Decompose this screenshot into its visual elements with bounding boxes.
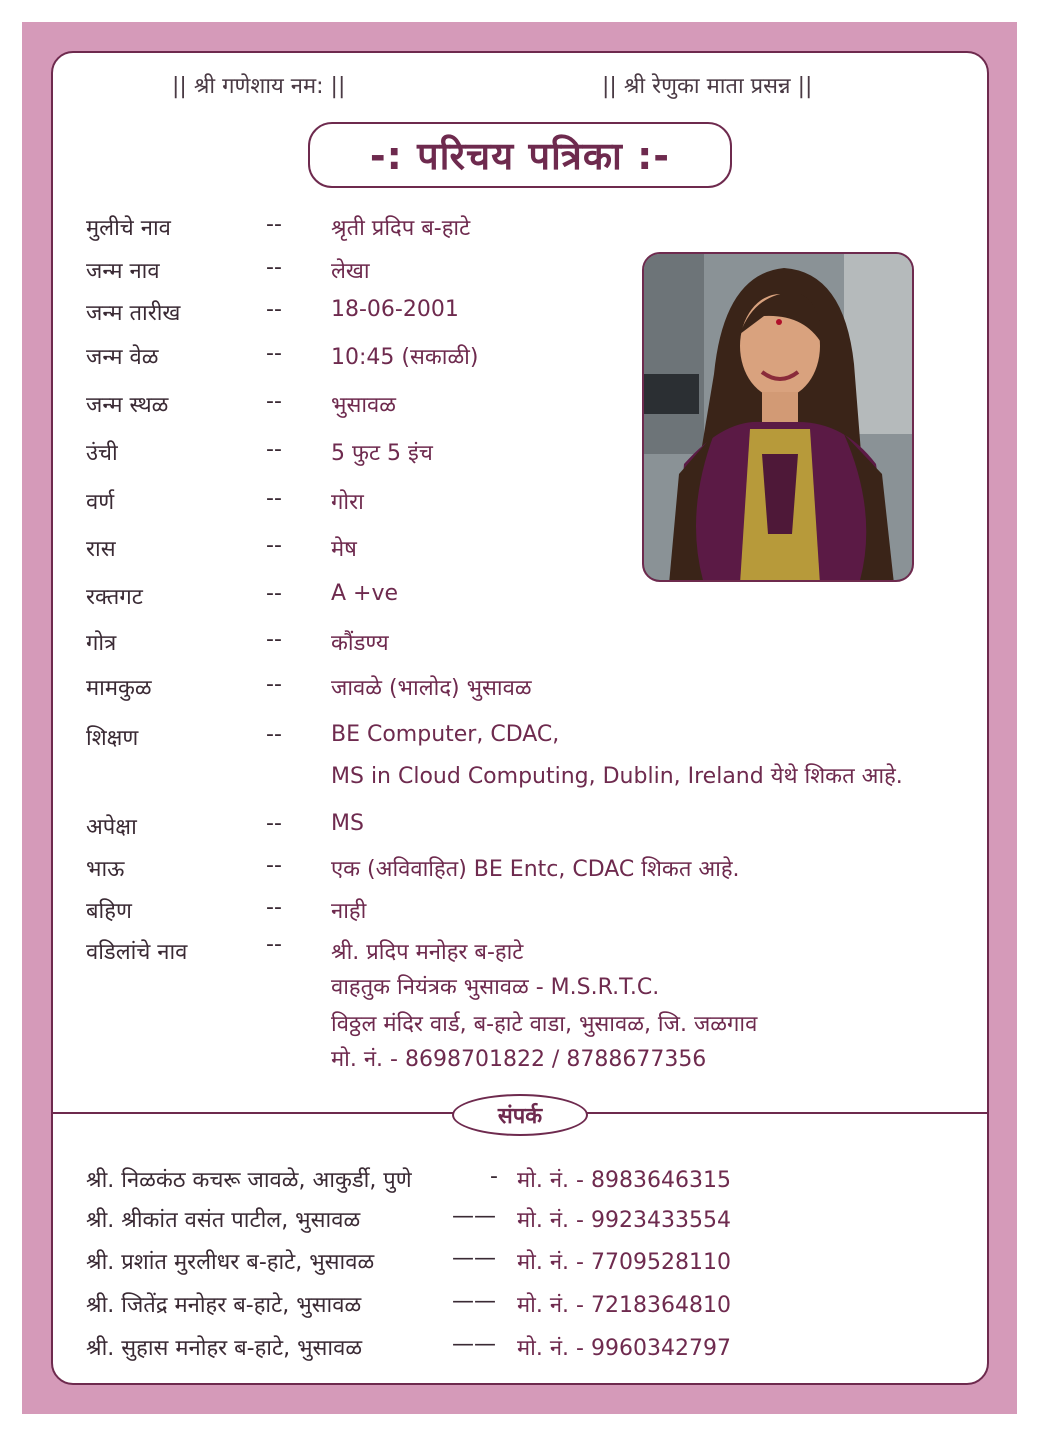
contact-separator: —— (452, 1289, 496, 1314)
value-father-name: श्री. प्रदिप मनोहर ब-हाटे (331, 940, 524, 965)
contact-name: श्री. निळकंठ कचरू जावळे, आकुर्डी, पुणे (86, 1168, 412, 1193)
separator: -- (266, 486, 282, 511)
contact-phone: मो. नं. - 8983646315 (517, 1168, 731, 1193)
separator: -- (266, 932, 282, 957)
value-height: 5 फुट 5 इंच (331, 441, 433, 466)
value-birth-name: लेखा (331, 259, 370, 284)
label-birth-name: जन्म नाव (86, 259, 160, 284)
label-birth-date: जन्म तारीख (86, 301, 181, 326)
label-zodiac: रास (86, 537, 116, 562)
separator: -- (266, 581, 282, 606)
separator: -- (266, 437, 282, 462)
invocation-renuka: || श्री रेणुका माता प्रसन्न || (602, 74, 813, 99)
value-sister: नाही (331, 899, 367, 924)
label-birth-time: जन्म वेळ (86, 345, 159, 370)
profile-photo (642, 252, 914, 582)
value-zodiac: मेष (331, 537, 357, 562)
value-birth-place: भुसावळ (331, 393, 396, 418)
value-girl-name: श्रृती प्रदिप ब-हाटे (331, 216, 471, 241)
contact-heading: संपर्क (497, 1104, 543, 1129)
contact-name: श्री. जितेंद्र मनोहर ब-हाटे, भुसावळ (86, 1293, 362, 1318)
contact-name: श्री. श्रीकांत वसंत पाटील, भुसावळ (86, 1208, 361, 1233)
contact-heading-oval (452, 1094, 588, 1136)
separator: -- (266, 853, 282, 878)
label-blood-group: रक्तगट (86, 585, 143, 610)
label-gotra: गोत्र (86, 631, 117, 656)
separator: -- (266, 389, 282, 414)
label-expectation: अपेक्षा (86, 815, 137, 840)
value-father-phone: मो. नं. - 8698701822 / 8788677356 (331, 1047, 707, 1072)
separator: -- (266, 895, 282, 920)
separator: -- (266, 297, 282, 322)
contact-name: श्री. सुहास मनोहर ब-हाटे, भुसावळ (86, 1336, 363, 1361)
contact-separator: —— (452, 1332, 496, 1357)
portrait-illustration (644, 254, 914, 582)
invocation-ganesh: || श्री गणेशाय नम: || (172, 74, 346, 99)
value-brother: एक (अविवाहित) BE Entc, CDAC शिकत आहे. (331, 857, 740, 882)
separator: -- (266, 722, 282, 747)
value-expectation: MS (331, 811, 364, 836)
separator: -- (266, 627, 282, 652)
contact-separator: —— (452, 1204, 496, 1229)
value-education-line1: BE Computer, CDAC, (331, 722, 560, 747)
label-birth-place: जन्म स्थळ (86, 393, 169, 418)
separator: -- (266, 341, 282, 366)
separator: -- (266, 811, 282, 836)
label-height: उंची (86, 441, 118, 466)
label-maternal-family: मामकुळ (86, 676, 152, 701)
contact-separator: - (490, 1164, 498, 1189)
label-education: शिक्षण (86, 726, 139, 751)
page-title: -: परिचय पत्रिका :- (369, 134, 671, 178)
separator: -- (266, 672, 282, 697)
contact-phone: मो. नं. - 9923433554 (517, 1208, 731, 1233)
separator: -- (266, 255, 282, 280)
label-sister: बहिण (86, 899, 132, 924)
title-box (308, 122, 732, 188)
value-father-occupation: वाहतुक नियंत्रक भुसावळ - M.S.R.T.C. (331, 975, 660, 1000)
contact-phone: मो. नं. - 9960342797 (517, 1336, 731, 1361)
contact-separator: —— (452, 1246, 496, 1271)
label-father-name: वडिलांचे नाव (86, 940, 188, 965)
value-birth-time: 10:45 (सकाळी) (331, 345, 479, 370)
contact-name: श्री. प्रशांत मुरलीधर ब-हाटे, भुसावळ (86, 1250, 375, 1275)
value-birth-date: 18-06-2001 (331, 297, 459, 322)
value-maternal-family: जावळे (भालोद) भुसावळ (331, 676, 532, 701)
label-girl-name: मुलीचे नाव (86, 216, 171, 241)
value-father-address: विठ्ठल मंदिर वार्ड, ब-हाटे वाडा, भुसावळ, जि. जळगाव (331, 1012, 758, 1037)
label-complexion: वर्ण (86, 490, 115, 515)
contact-phone: मो. नं. - 7709528110 (517, 1250, 731, 1275)
value-education-line2: MS in Cloud Computing, Dublin, Ireland येथे शिकत आहे. (331, 764, 903, 789)
separator: -- (266, 212, 282, 237)
label-brother: भाऊ (86, 857, 125, 882)
value-complexion: गोरा (331, 490, 364, 515)
value-blood-group: A +ve (331, 581, 399, 606)
contact-phone: मो. नं. - 7218364810 (517, 1293, 731, 1318)
value-gotra: कौंडण्य (331, 631, 389, 656)
separator: -- (266, 533, 282, 558)
